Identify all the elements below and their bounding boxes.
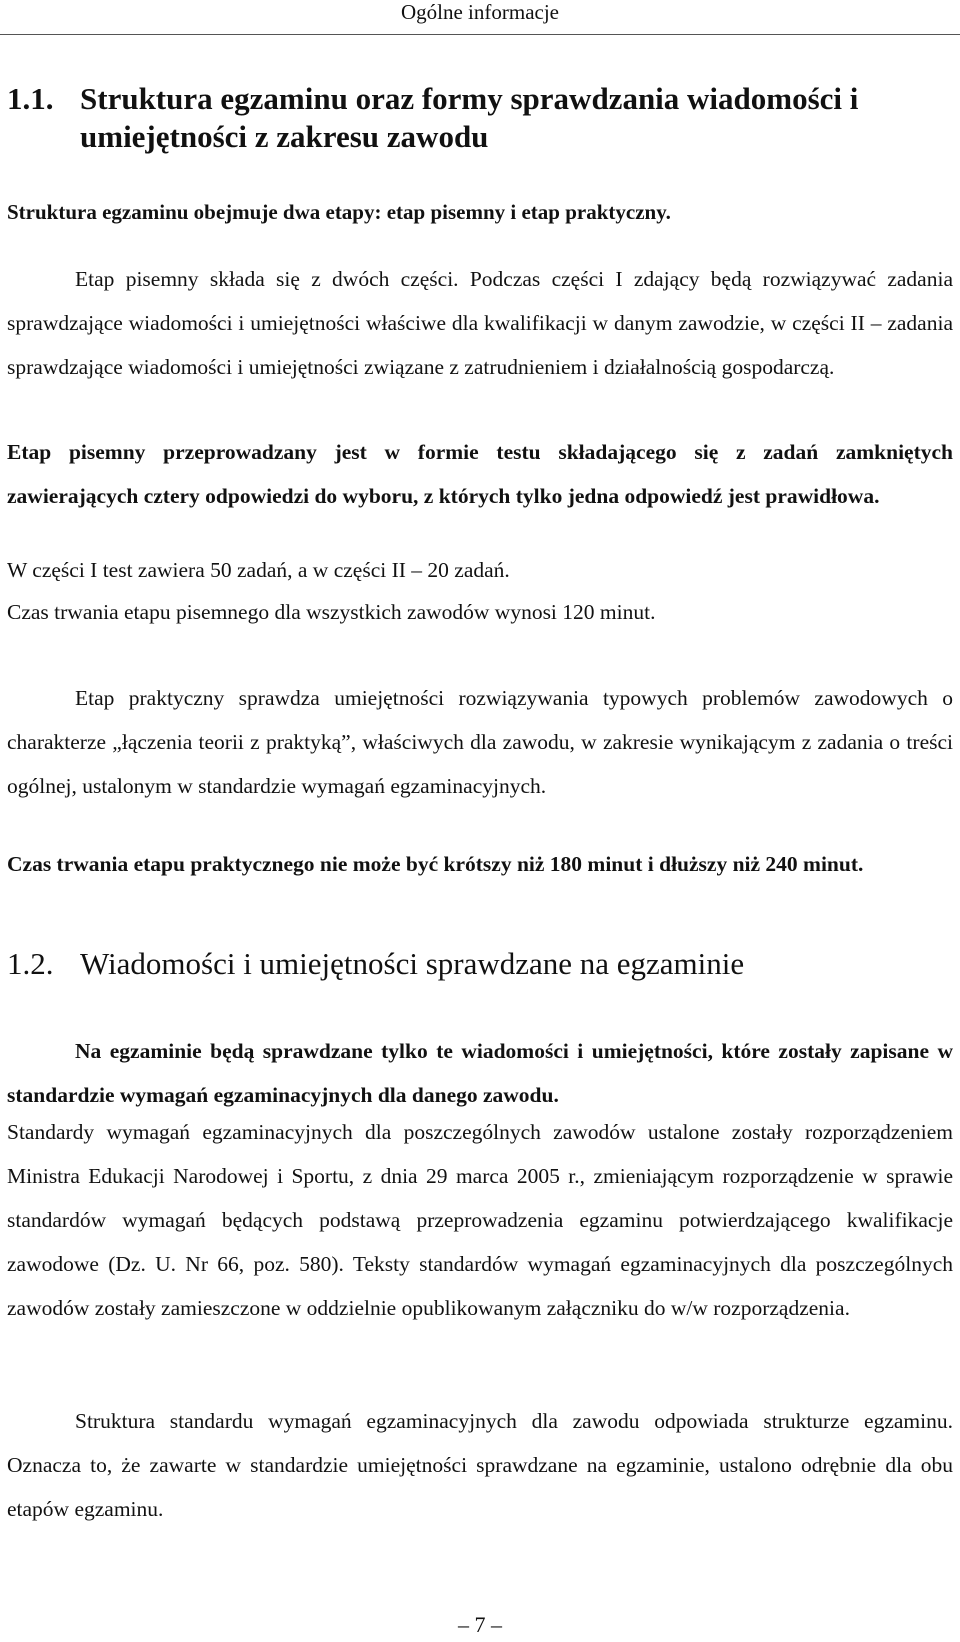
structure-intro: Struktura egzaminu obejmuje dwa etapy: etap pisemny i etap praktyczny. [7,200,671,224]
written-time-paragraph: Czas trwania etapu pisemnego dla wszystkich zawodów wynosi 120 minut. [7,600,656,624]
section-2-heading [7,945,953,983]
written-stage-paragraph: Etap pisemny składa się z dwóch części. Podczas części I zdający będą rozwiązywać zadania sprawdzające wiadomości i umiejętności właściwe dla kwalifikacji w danym zawodzie, w części II – zadania sprawdzające wiadomości i umiejętności związane z zatrudnieniem i działalnością gospodarczą. [7,267,953,379]
practical-time-paragraph: Czas trwania etapu praktycznego nie może być krótszy niż 180 minut i dłuższy niż 240 minut. [7,852,864,876]
section-2-title: Wiadomości i umiejętności sprawdzane na egzaminie [80,946,745,981]
section-1-title: Struktura egzaminu oraz formy sprawdzania wiadomości i umiejętności z zakresu zawodu [80,81,859,154]
section-1-heading [7,80,953,156]
exam-scope-paragraph: Na egzaminie będą sprawdzane tylko te wiadomości i umiejętności, które zostały zapisane w standardzie wymagań egzaminacyjnych dla danego zawodu. [7,1039,953,1107]
tasks-count-paragraph: W części I test zawiera 50 zadań, a w części II – 20 zadań. [7,558,510,582]
section-1-number: 1.1. [7,81,54,116]
standard-structure-paragraph: Struktura standardu wymagań egzaminacyjnych dla zawodu odpowiada strukturze egzaminu. Oznacza to, że zawarte w standardzie umiejętności sprawdzane na egzaminie, ustalono odrębnie dla obu etapów egzaminu. [7,1409,953,1521]
practical-stage-paragraph: Etap praktyczny sprawdza umiejętności rozwiązywania typowych problemów zawodowych o charakterze „łączenia teorii z praktyką”, właściwych dla zawodu, w zakresie wynikającym z zadania o treści ogólnej, ustalonym w standardzie wymagań egzaminacyjnych. [7,686,953,798]
standards-paragraph: Standardy wymagań egzaminacyjnych dla poszczególnych zawodów ustalone zostały rozporządzeniem Ministra Edukacji Narodowej i Sportu, z dnia 29 marca 2005 r., zmieniającym rozporządzenie w sprawie standardów wymagań będących podstawą przeprowadzenia egzaminu potwierdzającego kwalifikacje zawodowe (Dz. U. Nr 66, poz. 580). Teksty standardów wymagań egzaminacyjnych dla poszczególnych zawodów zostały zamieszczone w oddzielnie opublikowanym załączniku do w/w rozporządzenia. [7,1120,953,1320]
test-form-paragraph: Etap pisemny przeprowadzany jest w formie testu składającego się z zadań zamkniętych zawierających cztery odpowiedzi do wyboru, z których tylko jedna odpowiedź jest prawidłowa. [7,440,953,508]
header-divider [0,34,960,35]
page-number: – 7 – [458,1612,502,1637]
section-2-number: 1.2. [7,946,54,981]
page-header: Ogólne informacje [400,0,560,24]
